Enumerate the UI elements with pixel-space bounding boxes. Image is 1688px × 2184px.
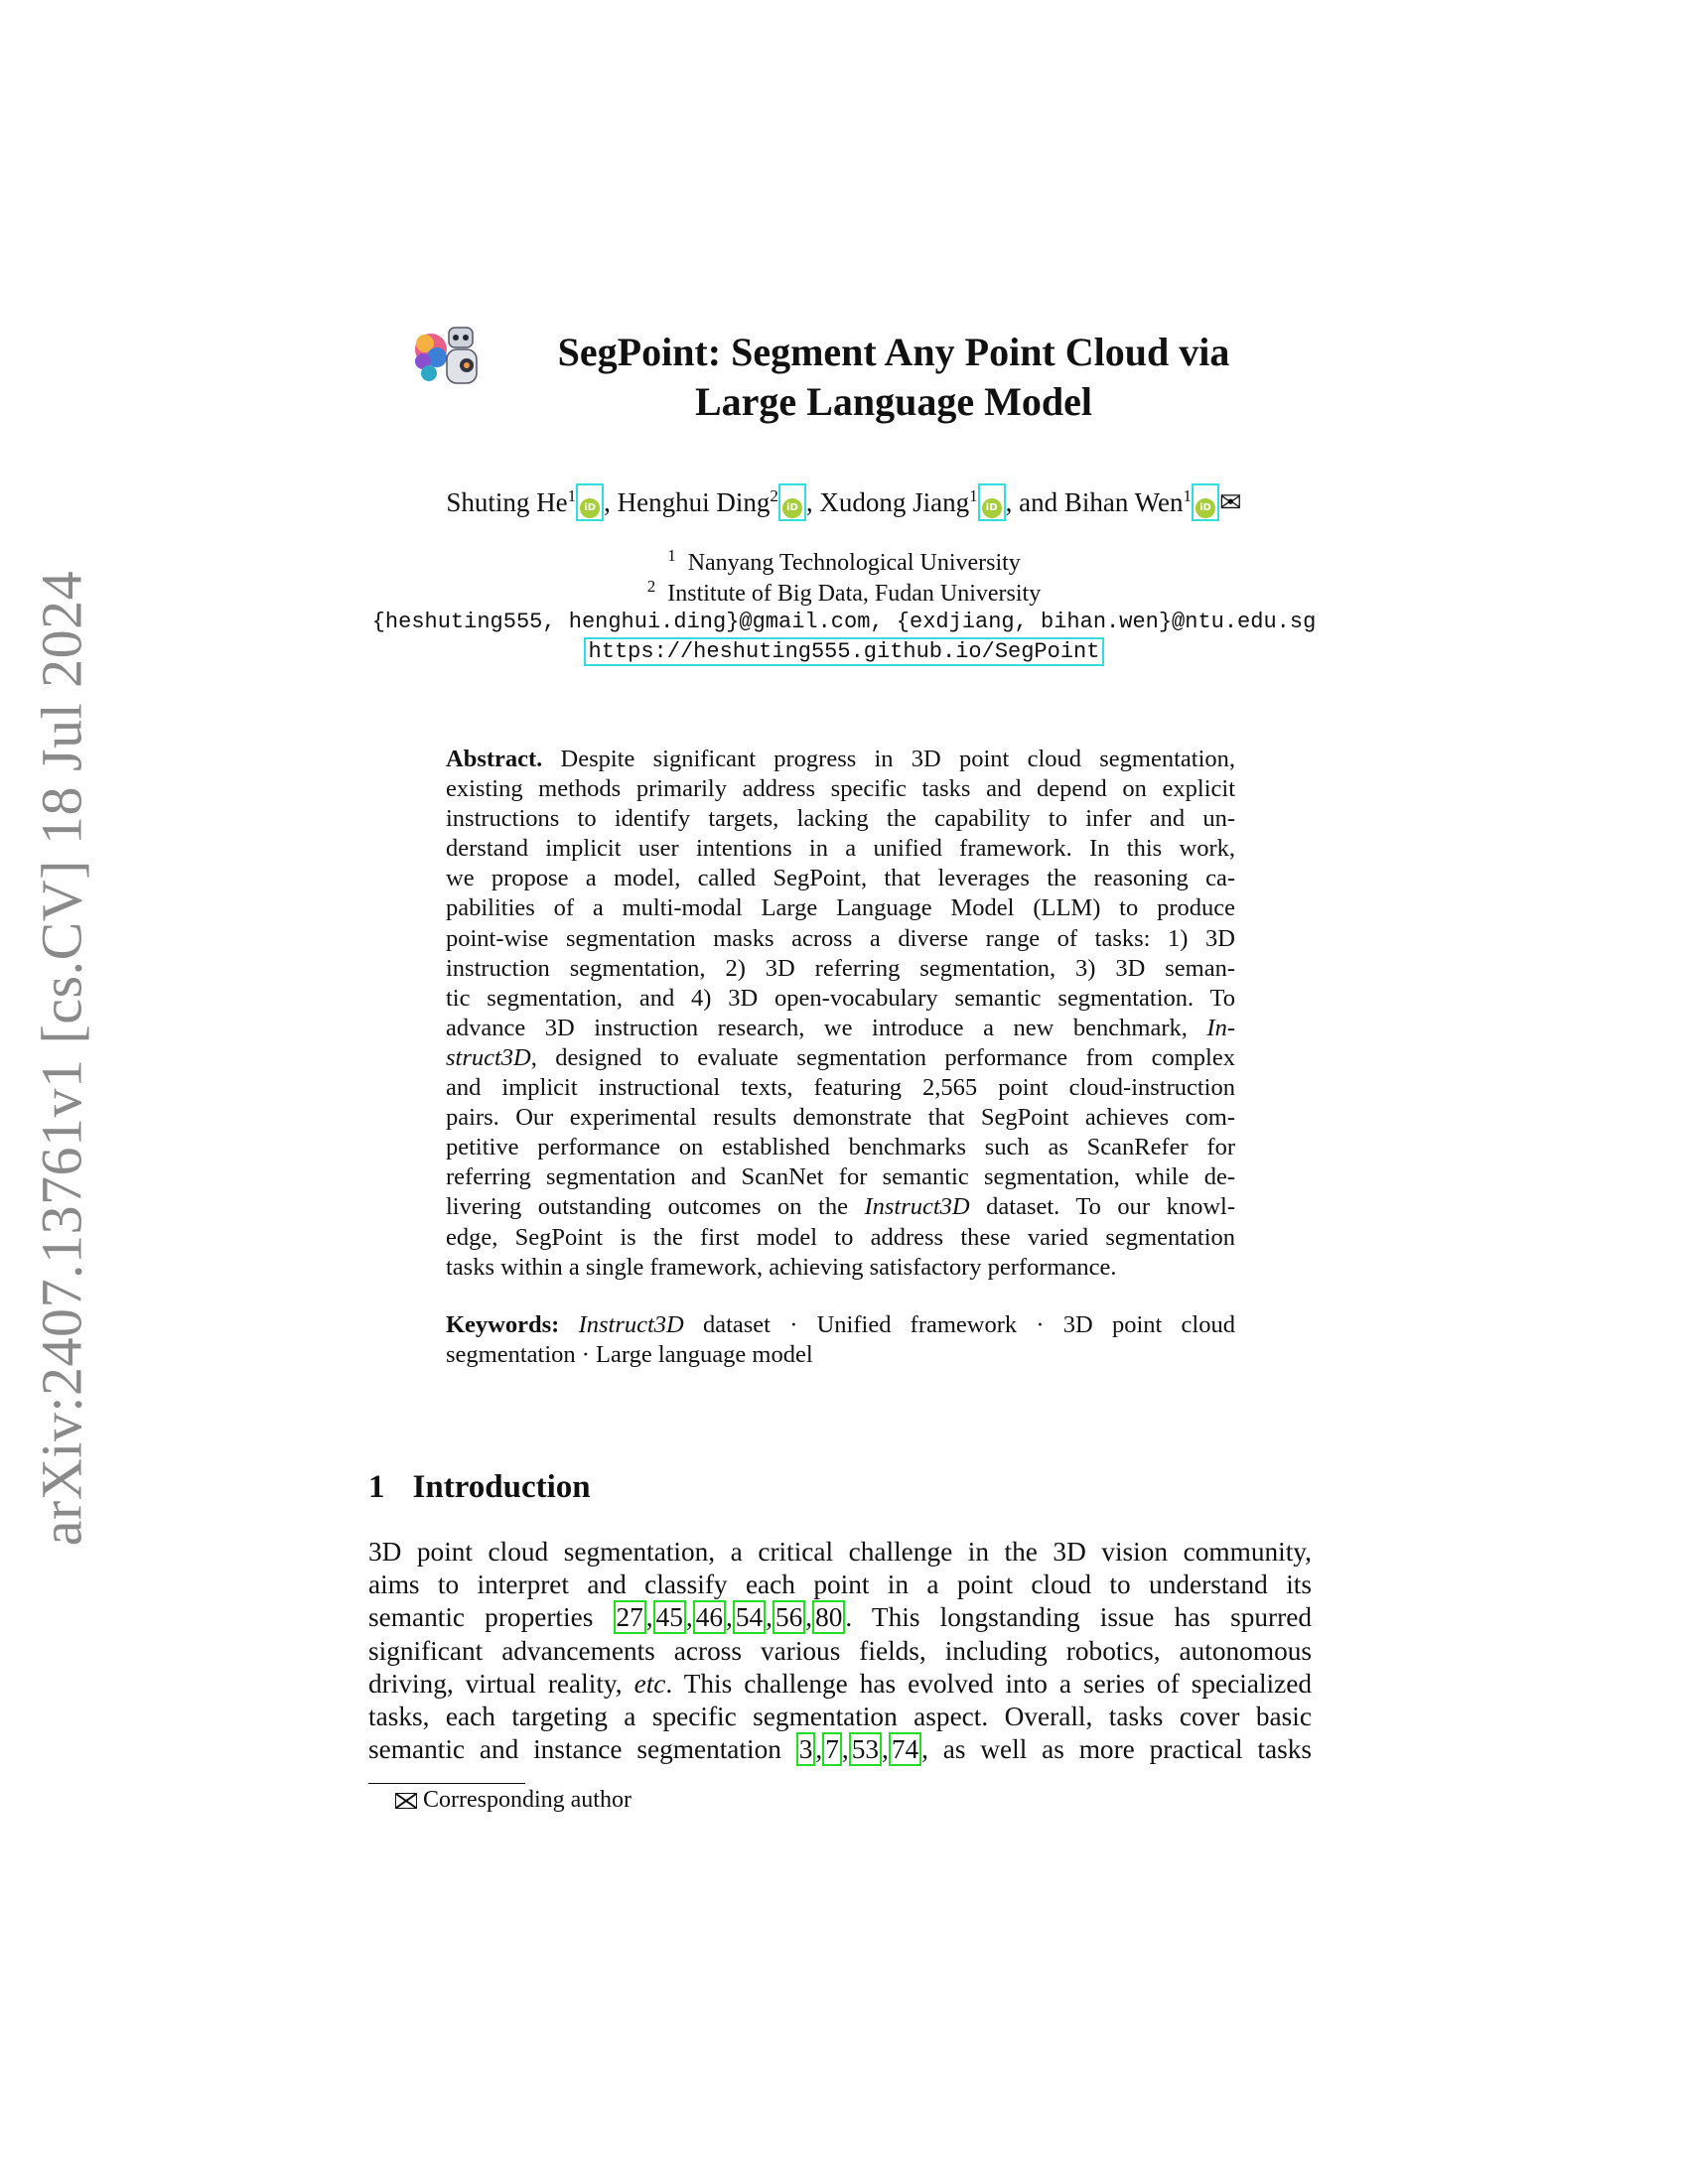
citation-link[interactable]: 74 bbox=[889, 1732, 921, 1766]
author-name: Shuting He bbox=[446, 487, 568, 517]
citation-link[interactable]: 3 bbox=[796, 1732, 816, 1766]
affiliation-number: 1 bbox=[667, 546, 676, 565]
affiliation-number: 2 bbox=[646, 577, 656, 596]
affiliation-marker: 1 bbox=[1183, 486, 1192, 505]
footnote-text: Corresponding author bbox=[423, 1787, 632, 1813]
abstract bbox=[446, 745, 1235, 1283]
text-line: livering outstanding outcomes on the Instruct3D dataset. To our knowl- bbox=[446, 1193, 1235, 1221]
introduction-paragraph bbox=[368, 1536, 1312, 1766]
emphasis: struct3D bbox=[446, 1043, 531, 1071]
section-number: 1 bbox=[368, 1469, 385, 1505]
author-name: Xudong Jiang bbox=[819, 487, 970, 517]
text-line: tic segmentation, and 4) 3D open-vocabulary semantic segmentation. To bbox=[446, 984, 1235, 1012]
text-line: instruction segmentation, 2) 3D referring segmentation, 3) 3D seman- bbox=[446, 954, 1235, 982]
text-line: driving, virtual reality, etc. This challenge has evolved into a series of specialized bbox=[368, 1668, 1312, 1699]
text-line: petitive performance on established benchmarks such as ScanRefer for bbox=[446, 1134, 1235, 1161]
corresponding-author-icon: ✉ bbox=[1218, 487, 1242, 517]
paper-title bbox=[477, 328, 1311, 427]
project-url-link[interactable]: https://heshuting555.github.io/SegPoint bbox=[584, 637, 1105, 666]
orcid-icon: iD bbox=[982, 498, 1002, 518]
author-separator: , bbox=[805, 487, 820, 517]
citation-link[interactable]: 27 bbox=[614, 1600, 646, 1634]
citation-link[interactable]: 56 bbox=[773, 1600, 805, 1634]
footnote bbox=[395, 1787, 632, 1814]
text-line: existing methods primarily address specific tasks and depend on explicit bbox=[446, 775, 1235, 803]
citation-link[interactable]: 46 bbox=[693, 1600, 726, 1634]
orcid-link[interactable] bbox=[978, 483, 1006, 521]
author-separator: , bbox=[604, 487, 618, 517]
affiliation-marker: 1 bbox=[567, 486, 577, 505]
author-list bbox=[0, 486, 1688, 521]
affiliation-1 bbox=[0, 546, 1688, 577]
text-line: pairs. Our experimental results demonstrate that SegPoint achieves com- bbox=[446, 1104, 1235, 1132]
text-line: 3D point cloud segmentation, a critical challenge in the 3D vision community, bbox=[368, 1537, 1312, 1567]
text-line: and implicit instructional texts, featuring 2,565 point cloud-instruction bbox=[446, 1074, 1235, 1102]
text-line: aims to interpret and classify each point in a point cloud to understand its bbox=[368, 1570, 1312, 1600]
text-line: semantic and instance segmentation 3 , 7 , 53 , 74 , as well as more practical tasks bbox=[368, 1734, 1312, 1765]
citation-link[interactable]: 80 bbox=[812, 1600, 845, 1634]
title-line: SegPoint: Segment Any Point Cloud via bbox=[557, 330, 1230, 374]
text-line: tasks within a single framework, achieving satisfactory performance. bbox=[446, 1253, 1117, 1281]
affiliation-marker: 1 bbox=[969, 486, 978, 505]
text-line: advance 3D instruction research, we introduce a new benchmark, In- bbox=[446, 1014, 1235, 1041]
text-line: Keywords: Instruct3D dataset · Unified framework · 3D point cloud bbox=[446, 1311, 1235, 1338]
orcid-link[interactable] bbox=[576, 483, 604, 521]
text-line: tasks, each targeting a specific segmentation aspect. Overall, tasks cover basic bbox=[368, 1702, 1312, 1732]
envelope-icon bbox=[395, 1793, 417, 1809]
citation-link[interactable]: 45 bbox=[653, 1600, 686, 1634]
orcid-link[interactable] bbox=[1192, 483, 1219, 521]
text-line: pabilities of a multi-modal Large Language Model (LLM) to produce bbox=[446, 894, 1235, 922]
title-line: Large Language Model bbox=[695, 379, 1092, 424]
arxiv-identifier-sidebar: arXiv:2407.13761v1 [cs.CV] 18 Jul 2024 bbox=[29, 570, 94, 1547]
text-line: we propose a model, called SegPoint, that leverages the reasoning ca- bbox=[446, 865, 1235, 892]
affiliation-name: Nanyang Technological University bbox=[687, 550, 1021, 576]
text-line: instructions to identify targets, lacking the capability to infer and un- bbox=[446, 805, 1235, 833]
emphasis: Instruct3D bbox=[578, 1311, 684, 1338]
text-line: semantic properties 27 , 45 , 46 , 54 , 56 , 80 . This longstanding issue has spurred bbox=[368, 1602, 1312, 1633]
keywords bbox=[446, 1310, 1235, 1370]
text-line: referring segmentation and ScanNet for semantic segmentation, while de- bbox=[446, 1163, 1235, 1191]
orcid-icon: iD bbox=[782, 498, 802, 518]
orcid-link[interactable] bbox=[778, 483, 806, 521]
author-name: Bihan Wen bbox=[1063, 487, 1184, 517]
citation-link[interactable]: 7 bbox=[822, 1732, 842, 1766]
keywords-label: Keywords: bbox=[446, 1311, 560, 1338]
affiliation-name: Institute of Big Data, Fudan University bbox=[667, 581, 1042, 607]
segpoint-logo-image bbox=[409, 320, 483, 389]
text-line: significant advancements across various fields, including robotics, autonomous bbox=[368, 1635, 1312, 1666]
emphasis: Instruct3D bbox=[864, 1193, 970, 1221]
section-title: Introduction bbox=[412, 1469, 591, 1505]
text-line: struct3D, designed to evaluate segmentation performance from complex bbox=[446, 1043, 1235, 1071]
text-line: Abstract. Despite significant progress in 3D point cloud segmentation, bbox=[446, 746, 1235, 772]
author-emails: {heshuting555, henghui.ding}@gmail.com, {exdjiang, bihan.wen}@ntu.edu.sg bbox=[371, 610, 1317, 634]
author-separator: , and bbox=[1005, 487, 1064, 517]
section-heading bbox=[368, 1469, 591, 1506]
orcid-icon: iD bbox=[580, 498, 600, 518]
footnote-rule bbox=[368, 1783, 525, 1784]
emphasis: etc bbox=[633, 1668, 666, 1699]
text-line: point-wise segmentation masks across a diverse range of tasks: 1) 3D bbox=[446, 924, 1235, 952]
text-line: edge, SegPoint is the first model to address these varied segmentation bbox=[446, 1223, 1235, 1251]
abstract-label: Abstract. bbox=[446, 746, 543, 772]
affiliation-marker: 2 bbox=[770, 486, 778, 505]
text-line: segmentation · Large language model bbox=[446, 1341, 813, 1369]
citation-link[interactable]: 54 bbox=[733, 1600, 766, 1634]
text-line: derstand implicit user intentions in a unified framework. In this work, bbox=[446, 835, 1235, 863]
author-name: Henghui Ding bbox=[617, 487, 771, 517]
citation-link[interactable]: 53 bbox=[849, 1732, 882, 1766]
emphasis: In- bbox=[1206, 1014, 1235, 1041]
orcid-icon: iD bbox=[1196, 498, 1215, 518]
affiliation-2 bbox=[0, 577, 1688, 608]
